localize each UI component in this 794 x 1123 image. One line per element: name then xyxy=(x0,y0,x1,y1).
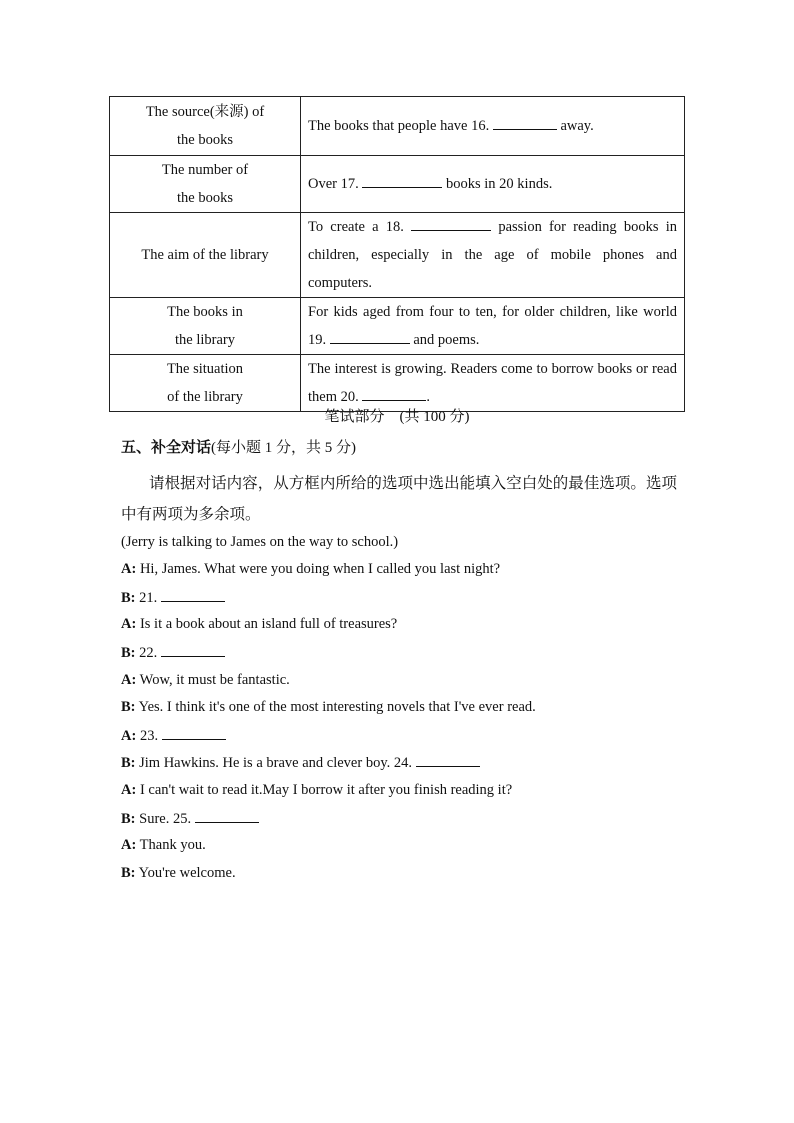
section-heading xyxy=(121,438,356,458)
answer-blank-19[interactable] xyxy=(330,329,410,344)
dialogue-line: B: Sure. 25. xyxy=(121,808,259,829)
instructions: 请根据对话内容，从方框内所给的选项中选出能填入空白处的最佳选项。选项中有两项为多余项。 xyxy=(121,475,677,523)
answer-blank-25[interactable] xyxy=(195,808,259,823)
row-content: To create a 18. passion for reading books in children, especially in the age of mobile phones and computers. xyxy=(301,213,685,298)
row-label: The number of the books xyxy=(110,156,301,213)
answer-blank-20[interactable] xyxy=(362,386,426,401)
table-row xyxy=(110,97,685,156)
answer-blank-21[interactable] xyxy=(161,587,225,602)
answer-blank-23[interactable] xyxy=(162,725,226,740)
row-label: The aim of the library xyxy=(110,213,301,298)
row-content: The books that people have 16. away. xyxy=(301,97,685,156)
dialogue-line: A: I can't wait to read it.May I borrow it after you finish reading it? xyxy=(121,782,513,798)
section-score: (每小题 1 分，共 5 分) xyxy=(211,440,357,456)
dialogue-line: A: Wow, it must be fantastic. xyxy=(121,672,290,688)
section-title: 五、补全对话 xyxy=(121,440,212,456)
dialogue-line: B: You're welcome. xyxy=(121,865,236,881)
dialogue-line: B: Yes. I think it's one of the most interesting novels that I've ever read. xyxy=(121,699,536,715)
answer-blank-16[interactable] xyxy=(493,115,557,130)
table-row xyxy=(110,355,685,412)
dialogue-line: A: Thank you. xyxy=(121,837,206,853)
table-row xyxy=(110,213,685,298)
dialogue-line: A: Hi, James. What were you doing when I called you last night? xyxy=(121,561,501,577)
written-part-caption: 笔试部分 (共 100 分) xyxy=(324,409,470,425)
info-table xyxy=(109,96,685,412)
dialogue-line: B: 21. xyxy=(121,587,225,608)
dialogue-line: A: Is it a book about an island full of treasures? xyxy=(121,616,398,632)
answer-blank-17[interactable] xyxy=(362,173,442,188)
dialogue-setup: (Jerry is talking to James on the way to school.) xyxy=(121,534,399,550)
row-label: The situation of the library xyxy=(110,355,301,412)
table-row xyxy=(110,156,685,213)
answer-blank-22[interactable] xyxy=(161,642,225,657)
table-row xyxy=(110,298,685,355)
answer-blank-24[interactable] xyxy=(416,752,480,767)
dialogue-line: B: Jim Hawkins. He is a brave and clever boy. 24. xyxy=(121,752,480,773)
row-content: For kids aged from four to ten, for older children, like world 19. and poems. xyxy=(301,298,685,355)
answer-blank-18[interactable] xyxy=(411,216,491,231)
row-content: Over 17. books in 20 kinds. xyxy=(301,156,685,213)
row-label: The source(来源) of the books xyxy=(110,97,301,156)
dialogue-line: A: 23. xyxy=(121,725,226,746)
row-label: The books in the library xyxy=(110,298,301,355)
row-content: The interest is growing. Readers come to borrow books or read them 20. . xyxy=(301,355,685,412)
dialogue-line: B: 22. xyxy=(121,642,225,663)
